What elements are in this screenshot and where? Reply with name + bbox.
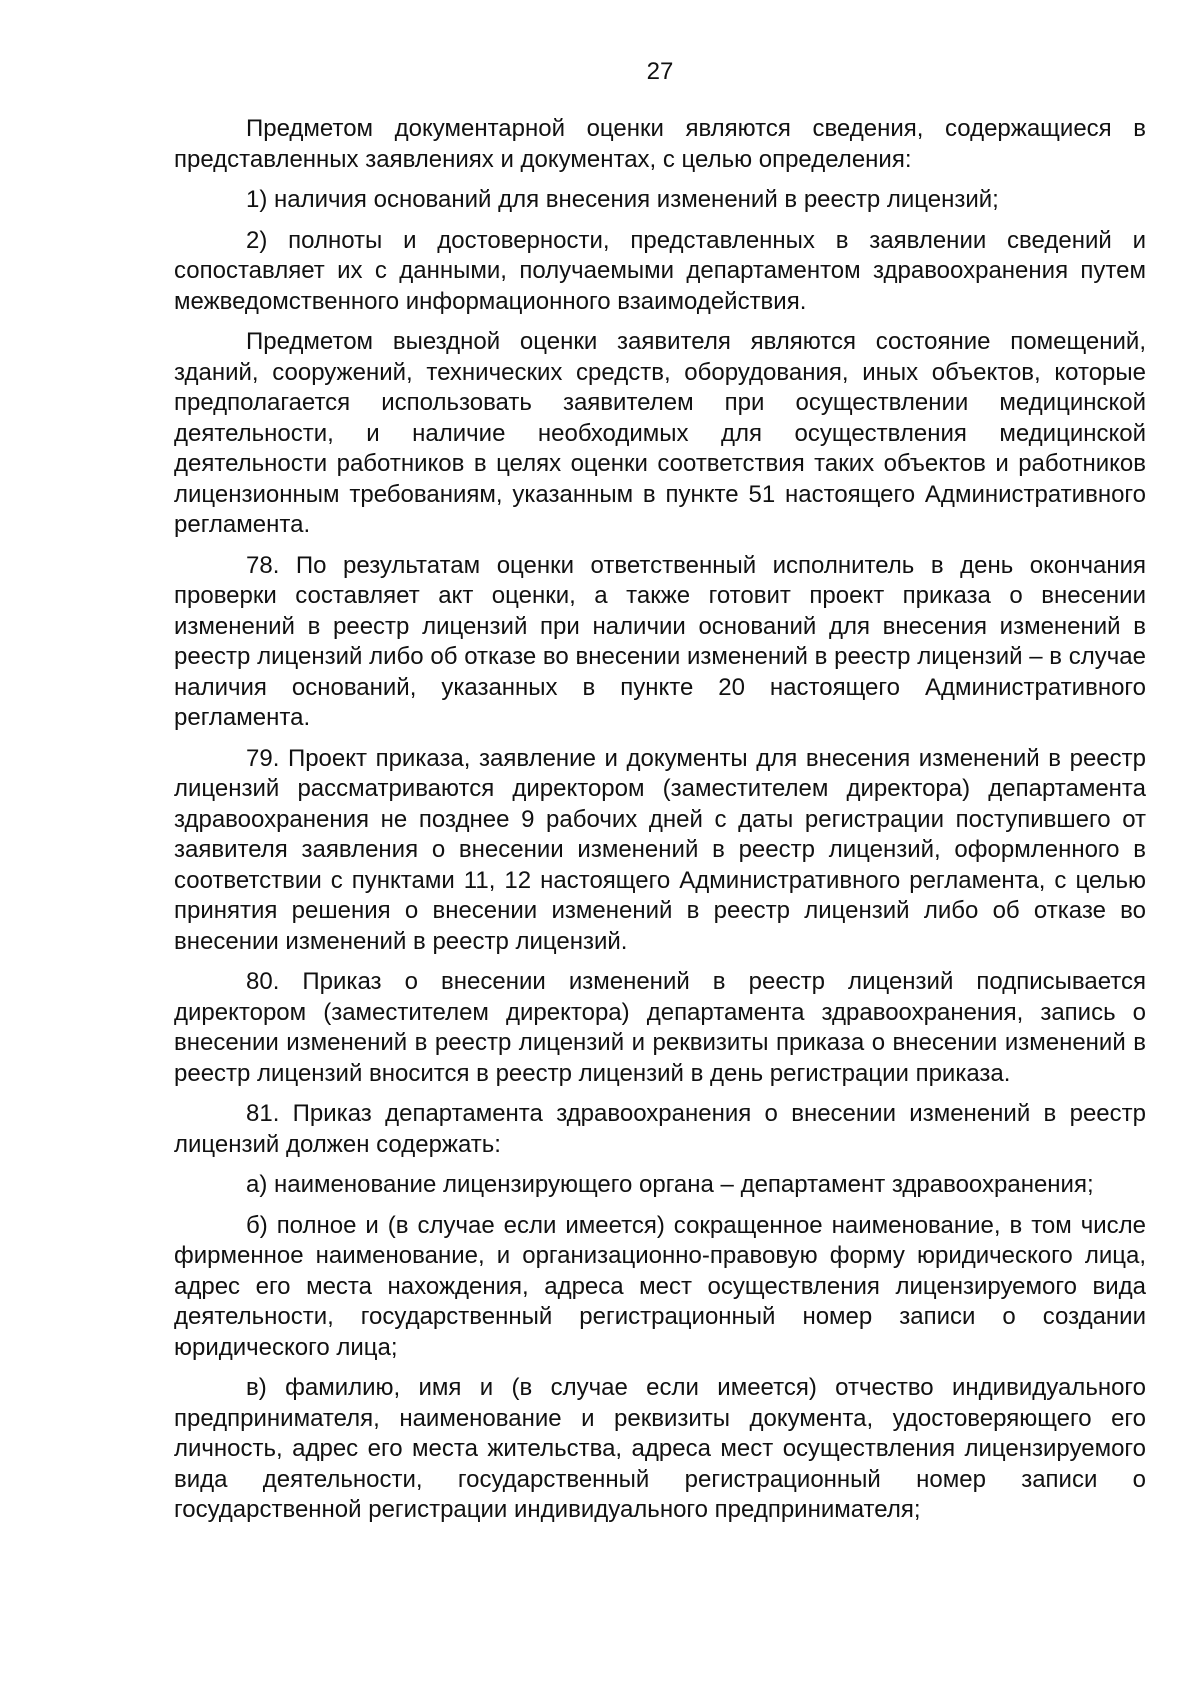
paragraph-81: 81. Приказ департамента здравоохранения о внесении изменений в реестр лицензий должен содержать: xyxy=(174,1100,1146,1158)
paragraph-81-a: а) наименование лицензирующего органа – департамент здравоохранения; xyxy=(246,1171,1094,1198)
paragraph-onsite-assessment: Предметом выездной оценки заявителя являются состояние помещений, зданий, сооружений, технических средств, оборудования, иных объектов, которые предполагается использовать заявителем при осуществлении медицинской деятельности, и наличие необходимых для осуществления медицинской деятельности работников в целях оценки соответствия таких объектов и работников лицензионным требованиям, указанным в пункте 51 настоящего Административного регламента. xyxy=(174,328,1146,538)
page-number: 27 xyxy=(646,58,674,85)
paragraph-documentary-assessment: Предметом документарной оценки являются сведения, содержащиеся в представленных заявлениях и документах, с целью определения: xyxy=(174,115,1146,173)
paragraph-80: 80. Приказ о внесении изменений в реестр лицензий подписывается директором (заместителем директора) департамента здравоохранения, запись о внесении изменений в реестр лицензий и реквизиты приказа о внесении изменений в реестр лицензий вносится в реестр лицензий в день регистрации приказа. xyxy=(174,968,1146,1087)
paragraph-78: 78. По результатам оценки ответственный исполнитель в день окончания проверки составляет акт оценки, а также готовит проект приказа о внесении изменений в реестр лицензий при наличии оснований для внесения изменений в реестр лицензий либо об отказе во внесении изменений в реестр лицензий – в случае наличия оснований, указанных в пункте 20 настоящего Административного регламента. xyxy=(174,551,1146,731)
paragraph-item-1: 1) наличия оснований для внесения изменений в реестр лицензий; xyxy=(246,186,999,213)
document-body xyxy=(174,114,1146,1536)
paragraph-item-2: 2) полноты и достоверности, представленных в заявлении сведений и сопоставляет их с данными, получаемыми департаментом здравоохранения путем межведомственного информационного взаимодействия. xyxy=(174,226,1146,315)
paragraph-81-v: в) фамилию, имя и (в случае если имеется) отчество индивидуального предпринимателя, наименование и реквизиты документа, удостоверяющего его личность, адрес его места жительства, адреса мест осуществления лицензируемого вида деятельности, государственный регистрационный номер записи о государственной регистрации индивидуального предпринимателя; xyxy=(174,1374,1146,1523)
paragraph-81-b: б) полное и (в случае если имеется) сокращенное наименование, в том числе фирменное наименование, и организационно-правовую форму юридического лица, адрес его места нахождения, адреса мест осуществления лицензируемого вида деятельности, государственный регистрационный номер записи о создании юридического лица; xyxy=(174,1211,1146,1361)
paragraph-79: 79. Проект приказа, заявление и документы для внесения изменений в реестр лицензий рассматриваются директором (заместителем директора) департамента здравоохранения не позднее 9 рабочих дней с даты регистрации поступившего от заявителя заявления о внесении изменений в реестр лицензий, оформленного в соответствии с пунктами 11, 12 настоящего Административного регламента, с целью принятия решения о внесении изменений в реестр лицензий либо об отказе во внесении изменений в реестр лицензий. xyxy=(174,744,1146,955)
